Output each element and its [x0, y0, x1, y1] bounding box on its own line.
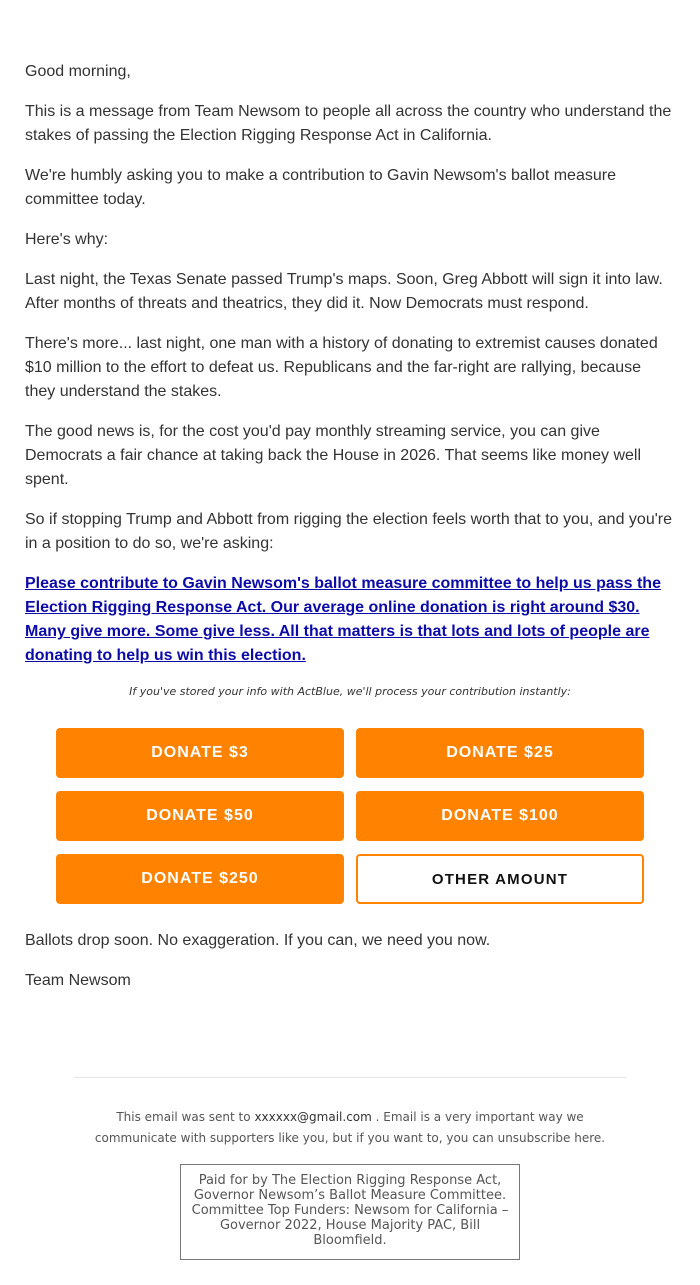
donate-50-button[interactable]: DONATE $50 — [56, 791, 344, 841]
donate-buttons — [56, 728, 644, 904]
paragraph-ask: We're humbly asking you to make a contribution to Gavin Newsom's ballot measure committee today. — [25, 167, 616, 208]
paragraph-texas: Last night, the Texas Senate passed Trump's maps. Soon, Greg Abbott will sign it into law. After months of threats and theatrics, they did it. Now Democrats must respond. — [25, 271, 663, 312]
greeting: Good morning, — [25, 63, 131, 80]
other-amount-button[interactable]: OTHER AMOUNT — [356, 854, 644, 904]
signature: Team Newsom — [25, 972, 131, 989]
paragraph-more: There's more... last night, one man with a history of donating to extremist causes donated $10 million to the effort to defeat us. Republicans and the far-right are rallying, because they understand the stakes. — [25, 335, 658, 400]
recipient-email: xxxxxx@gmail.com — [254, 1110, 372, 1124]
donate-25-button[interactable]: DONATE $25 — [356, 728, 644, 778]
actblue-note: If you've stored your info with ActBlue, we'll process your contribution instantly: — [129, 685, 571, 698]
footer-suffix: . Email is a very important way we communicate with supporters like you, but if you want to, you can unsubscribe here. — [94, 1110, 606, 1145]
paragraph-asking: So if stopping Trump and Abbott from rigging the election feels worth that to you, and you're in a position to do so, we're asking: — [25, 511, 672, 552]
donate-100-button[interactable]: DONATE $100 — [356, 791, 644, 841]
paid-for-disclaimer: Paid for by The Election Rigging Response Act, Governor Newsom’s Ballot Measure Committee. Committee Top Funders: Newsom for California – Governor 2022, House Majority PAC, Bill Bloomfield. — [180, 1164, 520, 1260]
paragraph-good-news: The good news is, for the cost you'd pay monthly streaming service, you can give Democrats a fair chance at taking back the House in 2026. That seems like money well spent. — [25, 423, 642, 488]
footer-prefix: This email was sent to — [116, 1110, 251, 1124]
paragraph-why: Here's why: — [25, 231, 109, 248]
email-body — [25, 60, 675, 716]
footer-notice — [74, 1107, 626, 1149]
donate-3-button[interactable]: DONATE $3 — [56, 728, 344, 778]
closing — [25, 929, 675, 1009]
paragraph-intro: This is a message from Team Newsom to people all across the country who understand the stakes of passing the Election Rigging Response Act in California. — [25, 103, 672, 144]
contribute-link[interactable]: Please contribute to Gavin Newsom's ballot measure committee to help us pass the Election Rigging Response Act. Our average online donation is right around $30. Many give more. Some give less. All that matters is that lots and lots of people are donating to help us win this election. — [25, 575, 661, 664]
footer-divider — [74, 1077, 626, 1078]
closing-line: Ballots drop soon. No exaggeration. If you can, we need you now. — [25, 932, 491, 949]
donate-250-button[interactable]: DONATE $250 — [56, 854, 344, 904]
